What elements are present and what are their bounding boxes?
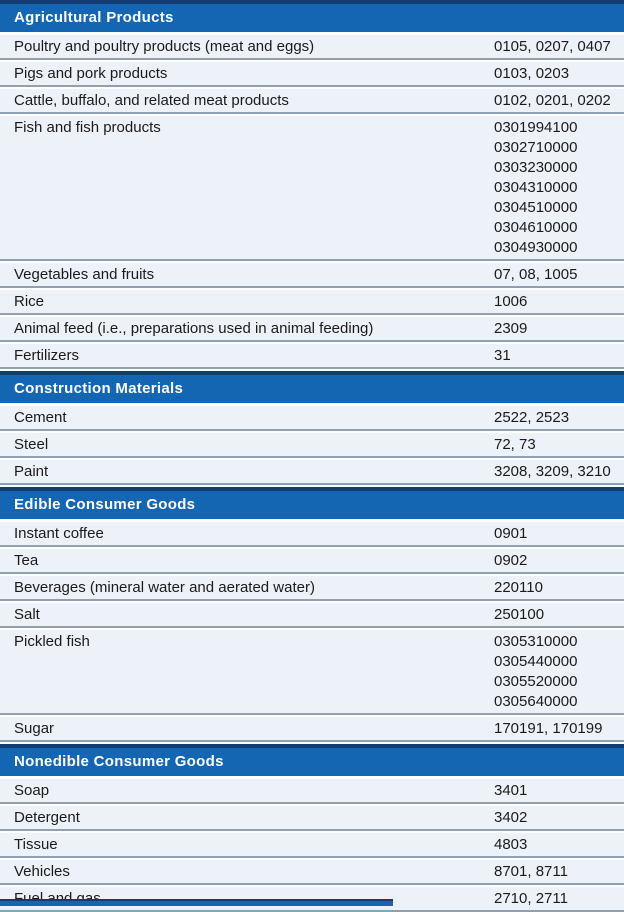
table-row — [0, 576, 624, 601]
hs-code: 2710, 2711 — [494, 890, 568, 907]
product-name: Rice — [14, 293, 45, 310]
hs-codes — [494, 889, 624, 909]
product-name: Beverages (mineral water and aerated water) — [14, 579, 315, 596]
table-row — [0, 549, 624, 574]
table-row — [0, 89, 624, 114]
table-row — [0, 433, 624, 458]
hs-code: 0902 — [494, 552, 528, 569]
hs-code: 0304610000 — [494, 219, 578, 236]
hs-code: 0102, 0201, 0202 — [494, 92, 611, 109]
product-name: Cement — [14, 409, 67, 426]
section-rows — [0, 35, 624, 369]
hs-code: 3401 — [494, 782, 528, 799]
product-name: Tissue — [14, 836, 58, 853]
hs-code: 0305520000 — [494, 673, 578, 690]
hs-codes — [494, 346, 624, 366]
product-name: Tea — [14, 552, 39, 569]
hs-codes — [494, 408, 624, 428]
hs-codes — [494, 64, 624, 84]
cutoff-section-header-bar — [0, 899, 393, 906]
table-row — [0, 460, 624, 485]
section-header-construction-materials: Construction Materials — [0, 371, 624, 403]
table-row — [0, 35, 624, 60]
hs-codes — [494, 578, 624, 598]
table-row — [0, 717, 624, 742]
hs-code: 170191, 170199 — [494, 720, 603, 737]
hs-code: 220110 — [494, 579, 543, 596]
product-name: Fish and fish products — [14, 119, 161, 136]
hs-code: 0304510000 — [494, 199, 578, 216]
hs-code: 0305310000 — [494, 633, 578, 650]
hs-code: 72, 73 — [494, 436, 536, 453]
product-name: Cattle, buffalo, and related meat products — [14, 92, 289, 109]
hs-code: 2522, 2523 — [494, 409, 570, 426]
hs-codes — [494, 91, 624, 111]
table-row — [0, 833, 624, 858]
hs-codes — [494, 37, 624, 57]
hs-codes — [494, 781, 624, 801]
product-name: Instant coffee — [14, 525, 104, 542]
hs-code: 3208, 3209, 3210 — [494, 463, 611, 480]
hs-code: 2309 — [494, 320, 528, 337]
hs-code: 250100 — [494, 606, 545, 623]
hs-codes — [494, 605, 624, 625]
hs-code: 0302710000 — [494, 139, 578, 156]
hs-codes — [494, 632, 624, 712]
section-header-edible-consumer-goods: Edible Consumer Goods — [0, 487, 624, 519]
table-row — [0, 630, 624, 715]
table-row — [0, 603, 624, 628]
hs-code: 31 — [494, 347, 511, 364]
hs-codes — [494, 719, 624, 739]
hs-code: 1006 — [494, 293, 528, 310]
product-name: Sugar — [14, 720, 55, 737]
table-row — [0, 406, 624, 431]
table-row — [0, 290, 624, 315]
product-name: Poultry and poultry products (meat and eggs) — [14, 38, 315, 55]
product-name: Fertilizers — [14, 347, 80, 364]
table-row — [0, 860, 624, 885]
hs-code: 8701, 8711 — [494, 863, 568, 880]
hs-code: 0305440000 — [494, 653, 578, 670]
product-name: Soap — [14, 782, 50, 799]
product-name: Pickled fish — [14, 633, 90, 650]
hs-codes — [494, 862, 624, 882]
table-row — [0, 116, 624, 261]
hs-codes — [494, 319, 624, 339]
hs-code: 0303230000 — [494, 159, 578, 176]
hs-code: 0304310000 — [494, 179, 578, 196]
product-name: Vehicles — [14, 863, 70, 880]
hs-code: 0105, 0207, 0407 — [494, 38, 611, 55]
hs-code: 3402 — [494, 809, 528, 826]
hs-codes — [494, 462, 624, 482]
table-row — [0, 317, 624, 342]
table-row — [0, 263, 624, 288]
section-rows — [0, 406, 624, 485]
hs-code: 0103, 0203 — [494, 65, 570, 82]
hs-codes — [494, 435, 624, 455]
product-name: Paint — [14, 463, 49, 480]
hs-code: 4803 — [494, 836, 528, 853]
hs-code: 0305640000 — [494, 693, 578, 710]
product-name: Animal feed (i.e., preparations used in animal feeding) — [14, 320, 374, 337]
hs-code: 07, 08, 1005 — [494, 266, 578, 283]
product-name: Steel — [14, 436, 49, 453]
hs-code: 0901 — [494, 525, 528, 542]
hs-code: 0301994100 — [494, 119, 578, 136]
product-name: Salt — [14, 606, 40, 623]
hs-codes — [494, 808, 624, 828]
section-rows — [0, 779, 624, 912]
product-name: Pigs and pork products — [14, 65, 168, 82]
section-header-agricultural-products: Agricultural Products — [0, 0, 624, 32]
table-row — [0, 806, 624, 831]
hs-codes — [494, 292, 624, 312]
table-row — [0, 522, 624, 547]
hs-codes — [494, 265, 624, 285]
product-name: Vegetables and fruits — [14, 266, 155, 283]
product-name: Detergent — [14, 809, 80, 826]
hs-codes — [494, 524, 624, 544]
hs-codes — [494, 118, 624, 258]
section-header-nonedible-consumer-goods: Nonedible Consumer Goods — [0, 744, 624, 776]
table-row — [0, 62, 624, 87]
section-rows — [0, 522, 624, 742]
hs-codes — [494, 835, 624, 855]
table-row — [0, 344, 624, 369]
table-row — [0, 779, 624, 804]
hs-codes — [494, 551, 624, 571]
hs-code: 0304930000 — [494, 239, 578, 256]
